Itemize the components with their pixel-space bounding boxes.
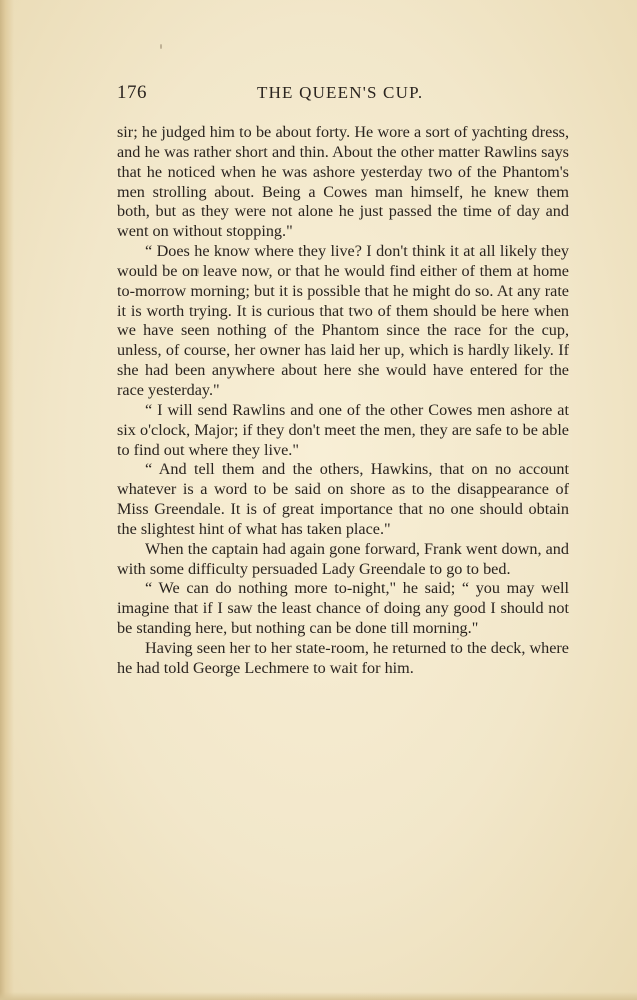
paragraph: “ I will send Rawlins and one of the other Cowes men ashore at six o'clock, Major; if they don't meet the men, they are safe to be able to find out where they live." bbox=[117, 400, 569, 459]
page-number: 176 bbox=[117, 82, 147, 103]
paragraph: “ And tell them and the others, Hawkins, that on no account whatever is a word to be said on shore as to the disappearance of Miss Greendale. It is of great importance that no one should obtain the slightest hint of what has taken place." bbox=[117, 460, 569, 538]
body-text bbox=[117, 123, 569, 679]
page-bottom-edge bbox=[0, 992, 637, 1000]
print-speck bbox=[160, 44, 162, 49]
paragraph: “ Does he know where they live? I don't think it at all likely they would be on leave now, or that he would find either of them at home to-morrow morning; but it is possible that he might do so. At any rate it is worth trying. It is curious that two of them should be here when we have seen nothing of the Phantom since the race for the cup, unless, of course, her owner has laid her up, which is hardly likely. If she had been anywhere about here she would have entered for the race yesterday." bbox=[117, 242, 569, 399]
page-header bbox=[117, 80, 569, 104]
paragraph: sir; he judged him to be about forty. He wore a sort of yachting dress, and he was rather short and thin. About the other matter Rawlins says that he noticed when he was ashore yesterday two of the Phantom's men strolling about. Being a Cowes man himself, he knew them both, but as they were not alone he just passed the time of day and went on without stopping." bbox=[117, 123, 569, 241]
paragraph: Having seen her to her state-room, he returned to the deck, where he had told George Lechmere to wait for him. bbox=[117, 638, 569, 677]
page-binding-edge bbox=[0, 0, 14, 1000]
running-head: THE QUEEN'S CUP. bbox=[257, 83, 424, 102]
paragraph: “ We can do nothing more to-night," he said; “ you may well imagine that if I saw the least chance of doing any good I should not be standing here, but nothing can be done till morning." bbox=[117, 579, 569, 638]
paragraph: When the captain had again gone forward, Frank went down, and with some difficulty persuaded Lady Greendale to go to bed. bbox=[117, 539, 569, 578]
